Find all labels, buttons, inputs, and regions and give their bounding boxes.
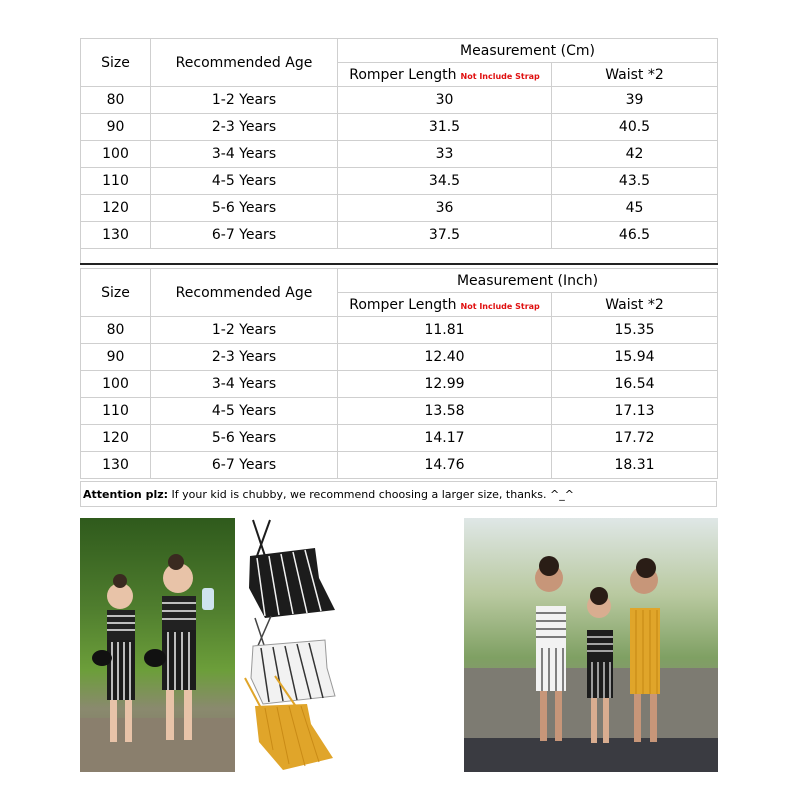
- product-photo-three-girls: [464, 518, 718, 772]
- table-row: [81, 195, 718, 222]
- cell-waist: 15.94: [552, 344, 718, 371]
- attention-label: Attention plz:: [83, 488, 169, 501]
- table-row: [81, 344, 718, 371]
- cell-waist: 17.72: [552, 425, 718, 452]
- cell-waist: 45: [552, 195, 718, 222]
- table-row: [81, 114, 718, 141]
- cell-age: 5-6 Years: [151, 195, 338, 222]
- cell-size: 100: [81, 141, 151, 168]
- table-row: [81, 452, 718, 479]
- cell-size: 120: [81, 195, 151, 222]
- cell-romper-length: 31.5: [338, 114, 552, 141]
- black-romper: [249, 520, 335, 618]
- cell-age: 2-3 Years: [151, 344, 338, 371]
- table-row: [81, 168, 718, 195]
- table-divider: [81, 249, 718, 265]
- table-row: [81, 141, 718, 168]
- cell-waist: 17.13: [552, 398, 718, 425]
- romper-illustrations: [235, 518, 345, 772]
- cell-age: 3-4 Years: [151, 371, 338, 398]
- cell-age: 1-2 Years: [151, 317, 338, 344]
- header-measurement-unit: (Inch): [557, 272, 599, 289]
- cell-romper-length: 13.58: [338, 398, 552, 425]
- header-measurement: [338, 39, 718, 63]
- cell-waist: 16.54: [552, 371, 718, 398]
- cell-waist: 46.5: [552, 222, 718, 249]
- cell-age: 2-3 Years: [151, 114, 338, 141]
- cell-age: 5-6 Years: [151, 425, 338, 452]
- strap-note: Not Include Strap: [460, 301, 540, 311]
- romper-length-label: Romper Length: [349, 296, 457, 313]
- cell-romper-length: 33: [338, 141, 552, 168]
- header-measurement-label: Measurement: [456, 272, 558, 289]
- cell-age: 3-4 Years: [151, 141, 338, 168]
- cell-size: 90: [81, 344, 151, 371]
- header-measurement-label: Measurement: [460, 42, 561, 59]
- table-row: [81, 371, 718, 398]
- header-waist: Waist *2: [552, 63, 718, 87]
- cell-size: 90: [81, 114, 151, 141]
- cell-waist: 18.31: [552, 452, 718, 479]
- cell-romper-length: 34.5: [338, 168, 552, 195]
- cell-size: 130: [81, 222, 151, 249]
- cell-age: 6-7 Years: [151, 452, 338, 479]
- cell-romper-length: 14.17: [338, 425, 552, 452]
- cell-age: 6-7 Years: [151, 222, 338, 249]
- cell-size: 80: [81, 87, 151, 114]
- size-table-inch: [80, 268, 718, 479]
- size-table-cm: [80, 38, 718, 265]
- attention-note: [80, 481, 717, 507]
- cell-size: 120: [81, 425, 151, 452]
- table-row: [81, 425, 718, 452]
- header-recommended-age: Recommended Age: [151, 39, 338, 87]
- cell-waist: 39: [552, 87, 718, 114]
- cell-waist: 40.5: [552, 114, 718, 141]
- cell-size: 100: [81, 371, 151, 398]
- cell-romper-length: 12.99: [338, 371, 552, 398]
- header-size: Size: [81, 39, 151, 87]
- attention-text: If your kid is chubby, we recommend choosing a larger size, thanks. ^_^: [168, 488, 574, 501]
- cell-romper-length: 30: [338, 87, 552, 114]
- product-photo-two-girls: [80, 518, 235, 772]
- header-waist: Waist *2: [552, 293, 718, 317]
- table-row: [81, 87, 718, 114]
- cell-romper-length: 36: [338, 195, 552, 222]
- header-romper-length: [338, 63, 552, 87]
- cell-romper-length: 14.76: [338, 452, 552, 479]
- header-romper-length: [338, 293, 552, 317]
- romper-length-label: Romper Length: [349, 66, 457, 83]
- header-measurement-unit: (Cm): [560, 42, 595, 59]
- cell-age: 1-2 Years: [151, 87, 338, 114]
- cell-romper-length: 12.40: [338, 344, 552, 371]
- header-size: Size: [81, 269, 151, 317]
- cell-age: 4-5 Years: [151, 398, 338, 425]
- cell-size: 80: [81, 317, 151, 344]
- cell-romper-length: 37.5: [338, 222, 552, 249]
- header-recommended-age: Recommended Age: [151, 269, 338, 317]
- cell-waist: 42: [552, 141, 718, 168]
- cell-romper-length: 11.81: [338, 317, 552, 344]
- cell-size: 110: [81, 398, 151, 425]
- cell-waist: 43.5: [552, 168, 718, 195]
- photo-illustration: [80, 518, 235, 772]
- table-row: [81, 222, 718, 249]
- header-measurement: [338, 269, 718, 293]
- strap-note: Not Include Strap: [460, 71, 540, 81]
- cell-age: 4-5 Years: [151, 168, 338, 195]
- photo-illustration: [464, 518, 718, 772]
- table-row: [81, 398, 718, 425]
- table-row: [81, 317, 718, 344]
- white-romper: [251, 616, 335, 704]
- cell-waist: 15.35: [552, 317, 718, 344]
- product-photo-rompers: [235, 518, 345, 772]
- cell-size: 110: [81, 168, 151, 195]
- cell-size: 130: [81, 452, 151, 479]
